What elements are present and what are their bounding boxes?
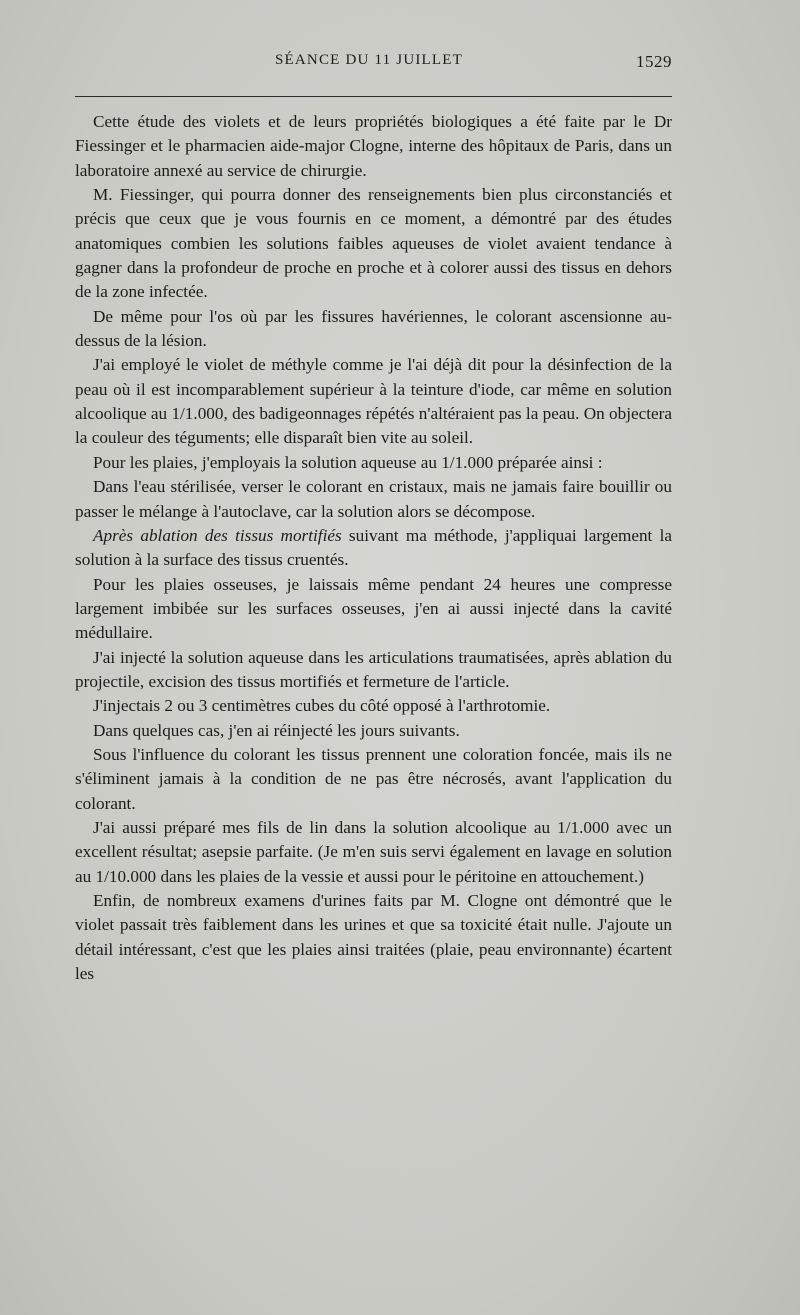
paragraph: Pour les plaies osseuses, je laissais même pendant 24 heures une compresse largement imbibée sur les surfaces osseuses, j'en ai aussi injecté dans la cavité médullaire.: [75, 574, 672, 643]
paragraph: Sous l'influence du colorant les tissus prennent une coloration foncée, mais ils ne s'éliminent jamais à la condition de ne pas être nécrosés, avant l'application du colorant.: [75, 744, 672, 813]
paragraph: Dans l'eau stérilisée, verser le colorant en cristaux, mais ne jamais faire bouillir ou passer le mélange à l'autoclave, car la solution alors se décompose.: [75, 477, 672, 521]
paragraph: Pour les plaies, j'employais la solution aqueuse au 1/1.000 préparée ainsi :: [93, 452, 603, 472]
paragraph: De même pour l'os où par les fissures havériennes, le colorant ascensionne au-dessus de la lésion.: [75, 306, 672, 351]
header-rule: [75, 96, 672, 97]
running-header: [75, 52, 672, 76]
paragraph-rest: suivant ma méthode, j'appliquai largement la solution à la surface des tissus cruentés.: [75, 525, 672, 570]
paragraph: J'injectais 2 ou 3 centimètres cubes du côté opposé à l'arthrotomie.: [93, 696, 551, 716]
paragraph: J'ai injecté la solution aqueuse dans les articulations traumatisées, après ablation du projectile, excision des tissus mortifiés et fermeture de l'article.: [75, 647, 672, 691]
paragraph: Enfin, de nombreux examens d'urines faits par M. Clogne ont démontré que le violet passait très faiblement dans les urines et que sa toxicité était nulle. J'ajoute un détail intéressant, c'est que les plaies ainsi traitées (plaie, peau environnante) écartent les: [75, 891, 672, 984]
paragraph: J'ai aussi préparé mes fils de lin dans la solution alcoolique au 1/1.000 avec un excellent résultat; asepsie parfaite. (Je m'en suis servi également en lavage en solution au 1/10.000 dans les plaies de la vessie et aussi pour le péritoine en attouchement.): [75, 817, 672, 886]
paragraph: Dans quelques cas, j'en ai réinjecté les jours suivants.: [93, 720, 460, 740]
page-number: 1529: [636, 52, 672, 71]
paragraph: [75, 524, 672, 573]
italic-phrase: Après ablation des tissus mortifiés: [93, 525, 342, 545]
paragraph: Cette étude des violets et de leurs propriétés biologiques a été faite par le Dr Fiessinger et le pharmacien aide-major Clogne, interne des hôpitaux de Paris, dans un laboratoire annexé au service de chirurgie.: [75, 112, 672, 180]
running-title: SÉANCE DU 11 JUILLET: [275, 52, 464, 68]
body-text: [75, 110, 672, 986]
paragraph: M. Fiessinger, qui pourra donner des renseignements bien plus circonstanciés et précis que ceux que je vous fournis en ce moment, a démontré par des études anatomiques combien les solutions faibles aqueuses de violet avaient tendance à gagner dans la profondeur de proche en proche et à colorer aussi des tissus en dehors de la zone infectée.: [75, 185, 672, 302]
paragraph: J'ai employé le violet de méthyle comme je l'ai déjà dit pour la désinfection de la peau où il est incomparablement supérieur à la teinture d'iode, car même en solution alcoolique au 1/1.000, des badigeonnages répétés n'altéraient pas la peau. On objectera la couleur des téguments; elle disparaît bien vite au soleil.: [75, 355, 672, 448]
